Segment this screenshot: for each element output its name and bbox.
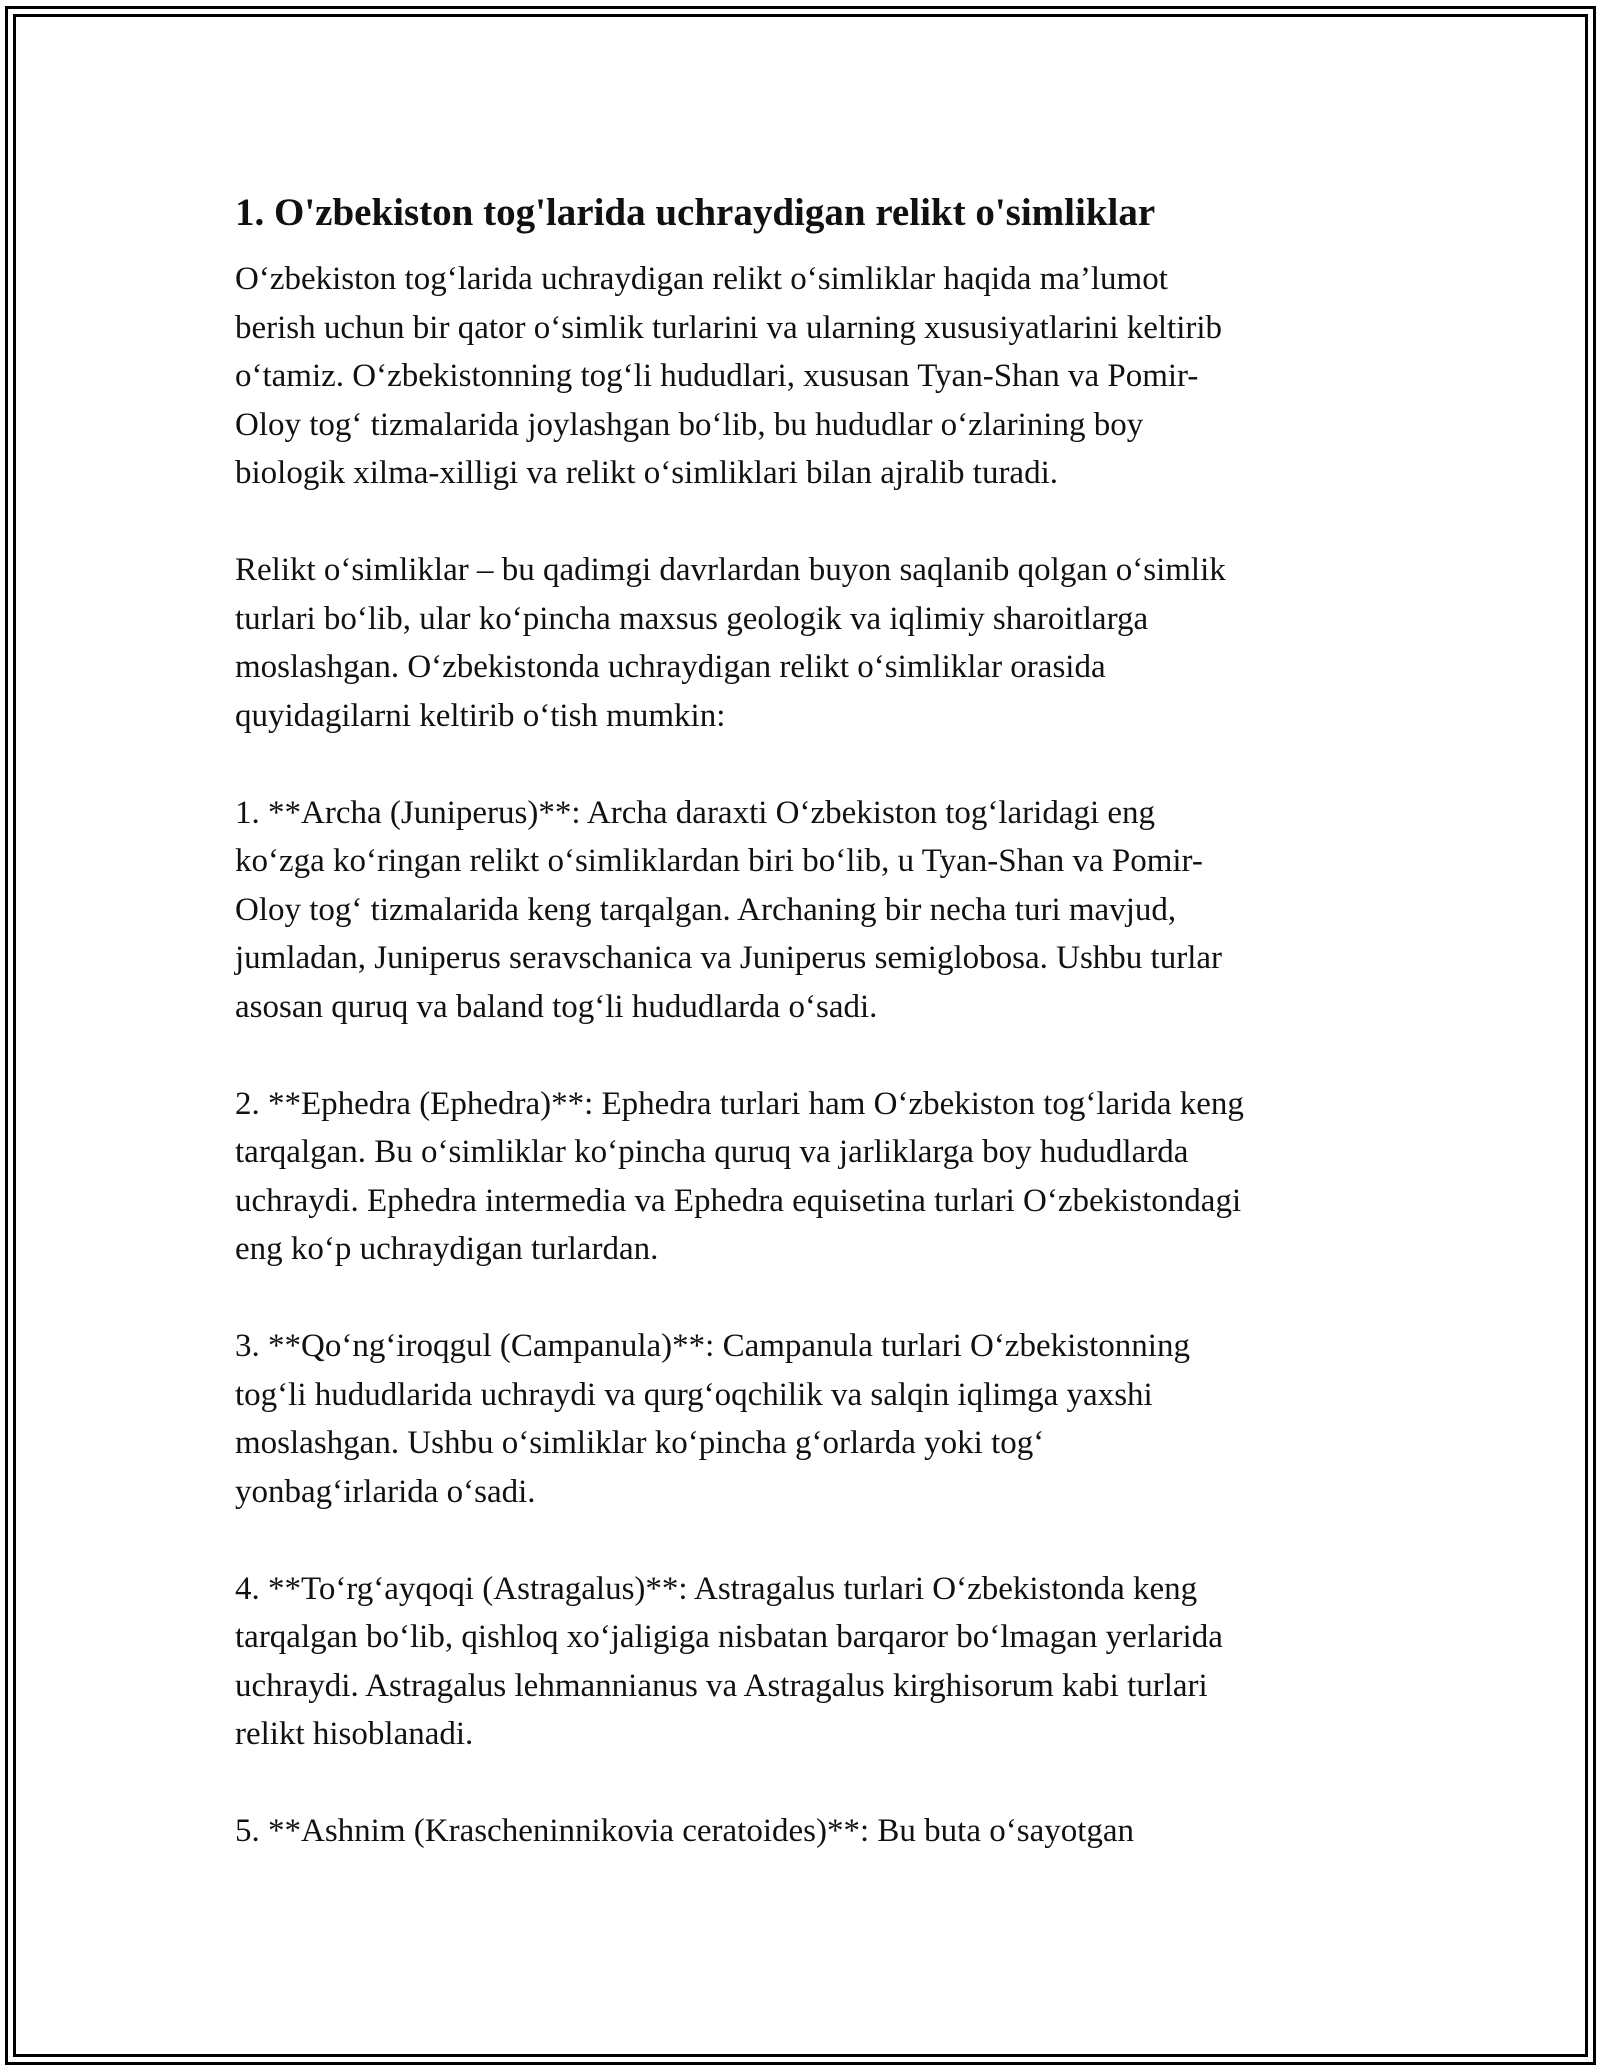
paragraph-item-archa — [235, 789, 1375, 1032]
text-line: uchraydi. Astragalus lehmannianus va Astragalus kirghisorum kabi turlari — [235, 1667, 1208, 1704]
paragraph-item-campanula — [235, 1322, 1375, 1516]
text-line: Relikt o‘simliklar – bu qadimgi davrlardan buyon saqlanib qolgan o‘simlik — [235, 552, 1226, 588]
text-line: asosan quruq va baland tog‘li hududlarda o‘sadi. — [235, 988, 878, 1025]
text-line: moslashgan. O‘zbekistonda uchraydigan relikt o‘simliklar orasida — [235, 649, 1106, 685]
text-line: uchraydi. Ephedra intermedia va Ephedra equisetina turlari O‘zbekistondagi — [235, 1182, 1242, 1219]
text-line: tarqalgan bo‘lib, qishloq xo‘jaligiga nisbatan barqaror bo‘lmagan yerlarida — [235, 1619, 1223, 1655]
text-line: yonbag‘irlarida o‘sadi. — [235, 1473, 536, 1510]
text-line: Oloy tog‘ tizmalarida joylashgan bo‘lib, bu hududlar o‘zlarining boy — [235, 406, 1144, 443]
text-line: O‘zbekiston tog‘larida uchraydigan relikt o‘simliklar haqida ma’lumot — [235, 261, 1168, 297]
text-line: tarqalgan. Bu o‘simliklar ko‘pincha quruq va jarliklarga boy hududlarda — [235, 1134, 1189, 1170]
text-line: ko‘zga ko‘ringan relikt o‘simliklardan biri bo‘lib, u Tyan-Shan va Pomir- — [235, 843, 1203, 879]
document-title: 1. O'zbekiston tog'larida uchraydigan relikt o'simliklar — [235, 191, 1156, 234]
text-line: o‘tamiz. O‘zbekistonning tog‘li hududlari, xususan Tyan-Shan va Pomir- — [235, 358, 1199, 394]
text-line: tog‘li hududlarida uchraydi va qurg‘oqchilik va salqin iqlimga yaxshi — [235, 1376, 1153, 1413]
paragraph-definition — [235, 546, 1375, 740]
text-line: quyidagilarni keltirib o‘tish mumkin: — [235, 697, 726, 734]
text-line: 4. **To‘rg‘ayqoqi (Astragalus)**: Astragalus turlari O‘zbekistonda keng — [235, 1570, 1198, 1607]
text-line: 3. **Qo‘ng‘iroqgul (Campanula)**: Campanula turlari O‘zbekistonning — [235, 1328, 1190, 1364]
text-line: relikt hisoblanadi. — [235, 1716, 474, 1752]
text-line: 1. **Archa (Juniperus)**: Archa daraxti O‘zbekiston tog‘laridagi eng — [235, 794, 1156, 831]
text-line: biologik xilma-xilligi va relikt o‘simliklari bilan ajralib turadi. — [235, 455, 1059, 491]
text-line: berish uchun bir qator o‘simlik turlarini va ularning xususiyatlarini keltirib — [235, 309, 1223, 346]
text-line: moslashgan. Ushbu o‘simliklar ko‘pincha g‘orlarda yoki tog‘ — [235, 1425, 1045, 1461]
text-line: 5. **Ashnim (Krascheninnikovia ceratoides)**: Bu buta o‘sayotgan — [235, 1813, 1135, 1849]
paragraph-item-ephedra — [235, 1080, 1375, 1274]
text-line: turlari bo‘lib, ular ko‘pincha maxsus geologik va iqlimiy sharoitlarga — [235, 600, 1149, 637]
text-line: 2. **Ephedra (Ephedra)**: Ephedra turlari ham O‘zbekiston tog‘larida keng — [235, 1085, 1244, 1122]
paragraph-intro — [235, 255, 1375, 498]
paragraph-item-astragalus — [235, 1565, 1375, 1759]
document-body — [235, 185, 1375, 1856]
text-line: Oloy tog‘ tizmalarida keng tarqalgan. Archaning bir necha turi mavjud, — [235, 891, 1177, 928]
paragraph-item-ashnim — [235, 1807, 1375, 1856]
text-line: jumladan, Juniperus seravschanica va Juniperus semiglobosa. Ushbu turlar — [235, 940, 1223, 976]
text-line: eng ko‘p uchraydigan turlardan. — [235, 1231, 659, 1267]
